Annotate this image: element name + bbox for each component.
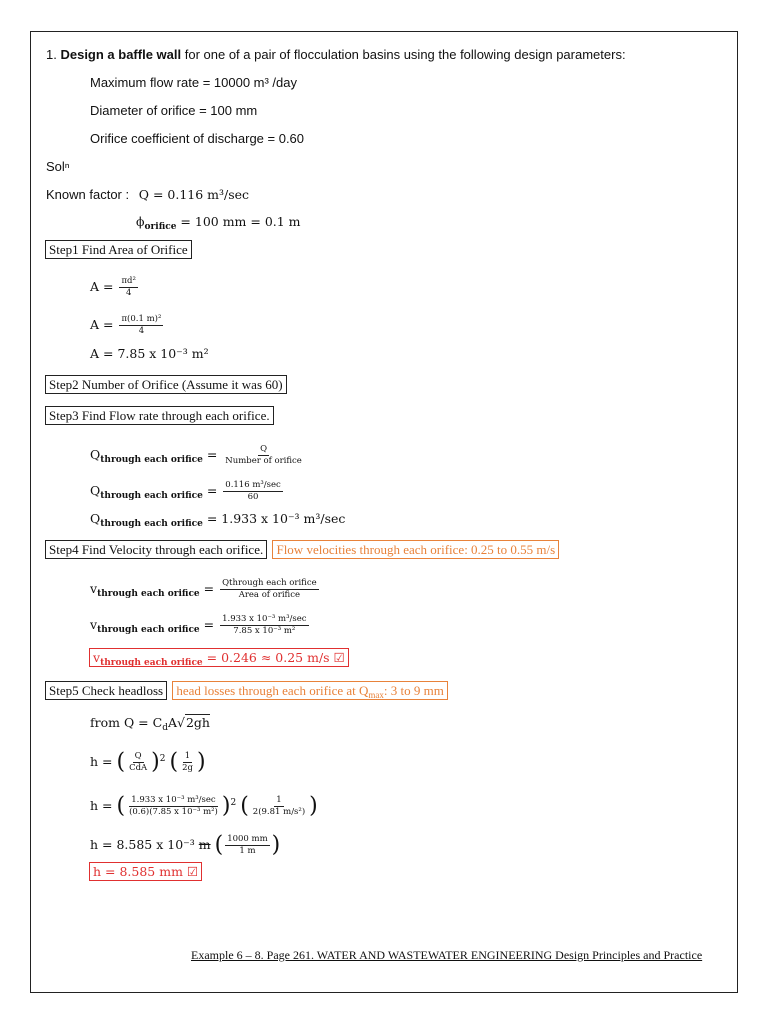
step5-result [89, 864, 202, 880]
frac-den: 4 [125, 288, 132, 298]
paren-open-icon: ( [116, 749, 126, 775]
step5-title [45, 683, 448, 703]
known-factor-line [46, 187, 249, 203]
sqrt-content: 2gh [185, 715, 210, 730]
note-rest: : 3 to 9 mm [383, 683, 444, 698]
step1-formula [90, 276, 140, 299]
from-text: from Q = C [90, 715, 163, 730]
step1-title [45, 242, 192, 258]
note-subscript: max [368, 690, 384, 700]
frac-num: Q [260, 444, 268, 454]
frac-num: 1 [276, 795, 282, 805]
param-diameter: Diameter of orifice = 100 mm [90, 103, 258, 118]
q-symbol: Q [90, 483, 101, 498]
fraction-q-number [223, 444, 304, 467]
step1-title-text: Step1 Find Area of Orifice [45, 240, 192, 259]
equals: = [199, 617, 215, 632]
known-diameter [136, 214, 301, 235]
step4-substitution [90, 614, 311, 638]
frac-den: CdA [129, 763, 148, 773]
phi-subscript: orifice [144, 222, 177, 232]
step1-substitution [90, 314, 165, 337]
frac-num: 1.933 x 10⁻³ m³/sec [131, 795, 216, 805]
step4-title-text: Step4 Find Velocity through each orifice. [45, 540, 267, 559]
equals: = [199, 581, 215, 596]
frac-num: πd² [121, 276, 136, 286]
phi-value: = 100 mm = 0.1 m [176, 214, 301, 229]
q-symbol: Q [90, 511, 101, 526]
frac-den: 60 [247, 492, 259, 502]
a-eq: A = [90, 279, 114, 294]
equals: = [202, 483, 218, 498]
step5-from [90, 715, 210, 736]
frac-num: 0.116 m³/sec [225, 480, 281, 490]
frac-num: 1.933 x 10⁻³ m³/sec [222, 614, 307, 624]
q-symbol: Q [90, 447, 101, 462]
phi-symbol: ϕ [136, 214, 145, 229]
paren-open-icon: ( [240, 793, 249, 819]
frac-den: Number of orifice [225, 456, 302, 466]
frac-num: Qthrough each orifice [222, 578, 317, 588]
v-subscript: through each orifice [100, 658, 203, 668]
step5-conversion [90, 834, 280, 857]
v-symbol: v [90, 581, 98, 596]
problem-statement [46, 47, 626, 63]
struck-unit: m [198, 837, 211, 852]
fraction-mm-m [225, 834, 269, 857]
reference-citation [191, 947, 702, 963]
step4-formula [90, 578, 321, 602]
frac-den: (0.6)(7.85 x 10⁻³ m²) [129, 807, 218, 817]
headloss-range-note [172, 681, 448, 700]
step5-substitution [90, 795, 318, 818]
problem-bold: Design a baffle wall [60, 47, 182, 62]
q-subscript: through each orifice [100, 491, 203, 501]
h-eq: h = [90, 798, 113, 813]
fraction-pi-d2 [119, 276, 137, 299]
v-subscript: through each orifice [97, 625, 200, 635]
fraction-1-2g [180, 751, 195, 774]
fraction-v-values [220, 614, 308, 637]
problem-number: 1. [46, 47, 57, 62]
h-value: h = 8.585 x 10⁻³ [90, 837, 199, 852]
v-symbol: v [90, 617, 98, 632]
frac-num: 1 [184, 751, 191, 761]
step3-result [90, 511, 345, 532]
known-q: Q = 0.116 m³/sec [138, 187, 250, 202]
step5-formula [90, 751, 206, 774]
a-symbol: A [167, 715, 177, 730]
paren-open-icon: ( [116, 793, 126, 819]
frac-den: 2(9.81 m/s²) [252, 807, 306, 817]
paren-open-icon: ( [214, 832, 224, 858]
step3-substitution [90, 480, 285, 504]
frac-den: 4 [138, 326, 145, 336]
v-subscript: through each orifice [97, 589, 200, 599]
velocity-result-box [89, 648, 349, 667]
headloss-result-box: h = 8.585 mm ☑ [89, 862, 202, 881]
param-coefficient: Orifice coefficient of discharge = 0.60 [90, 131, 305, 146]
step3-title [45, 408, 274, 424]
step3-formula [90, 444, 306, 468]
v-result: = 0.246 ≈ 0.25 m/s ☑ [202, 650, 345, 665]
square-exponent: 2 [230, 798, 237, 808]
fraction-h-values [127, 795, 220, 818]
step2-title-text: Step2 Number of Orifice (Assume it was 60) [45, 375, 287, 394]
note-text: head losses through each orifice at Q [176, 683, 369, 698]
paren-close-icon: ) [271, 832, 281, 858]
equals: = [202, 447, 218, 462]
step4-result [89, 650, 349, 671]
paren-open-icon: ( [169, 749, 179, 775]
frac-den: Area of orifice [238, 590, 301, 600]
h-eq: h = [90, 754, 113, 769]
velocity-range-note: Flow velocities through each orifice: 0.25 to 0.55 m/s [272, 540, 559, 559]
fraction-q-values [223, 480, 283, 503]
frac-den: 7.85 x 10⁻³ m² [233, 626, 296, 636]
cd-subscript: d [162, 723, 168, 733]
paren-close-icon: ) [221, 793, 231, 819]
a-eq: A = [90, 317, 114, 332]
solution-label: Solⁿ [46, 159, 70, 174]
paren-close-icon: ) [196, 749, 206, 775]
reference-text: Example 6 – 8. Page 261. WATER AND WASTEWATER ENGINEERING Design Principles and Practice [191, 948, 703, 962]
param-flow-rate: Maximum flow rate = 10000 m³ /day [90, 75, 297, 90]
step4-title [45, 542, 559, 558]
known-label: Known factor : [46, 187, 130, 202]
fraction-q-cda [127, 751, 149, 774]
fraction-1-2g-values [251, 795, 307, 818]
v-symbol: v [93, 650, 101, 665]
step1-result: A = 7.85 x 10⁻³ m² [90, 346, 209, 361]
frac-num: 1000 mm [227, 834, 268, 844]
step5-title-text: Step5 Check headloss [45, 681, 167, 700]
frac-den: 2g [182, 763, 193, 773]
fraction-pi-values [119, 314, 163, 337]
step3-title-text: Step3 Find Flow rate through each orifice. [45, 406, 274, 425]
q-subscript: through each orifice [100, 519, 203, 529]
fraction-q-area [220, 578, 319, 601]
step2-title [45, 377, 287, 393]
frac-num: Q [134, 751, 142, 761]
frac-num: π(0.1 m)² [121, 314, 162, 324]
q-subscript: through each orifice [100, 455, 203, 465]
paren-close-icon: ) [309, 793, 318, 819]
q-result: = 1.933 x 10⁻³ m³/sec [202, 511, 346, 526]
sqrt-icon: √ [176, 715, 185, 730]
problem-rest: for one of a pair of flocculation basins using the following design parameters: [181, 47, 626, 62]
square-exponent: 2 [159, 754, 166, 764]
frac-den: 1 m [239, 846, 256, 856]
paren-close-icon: ) [151, 749, 160, 775]
